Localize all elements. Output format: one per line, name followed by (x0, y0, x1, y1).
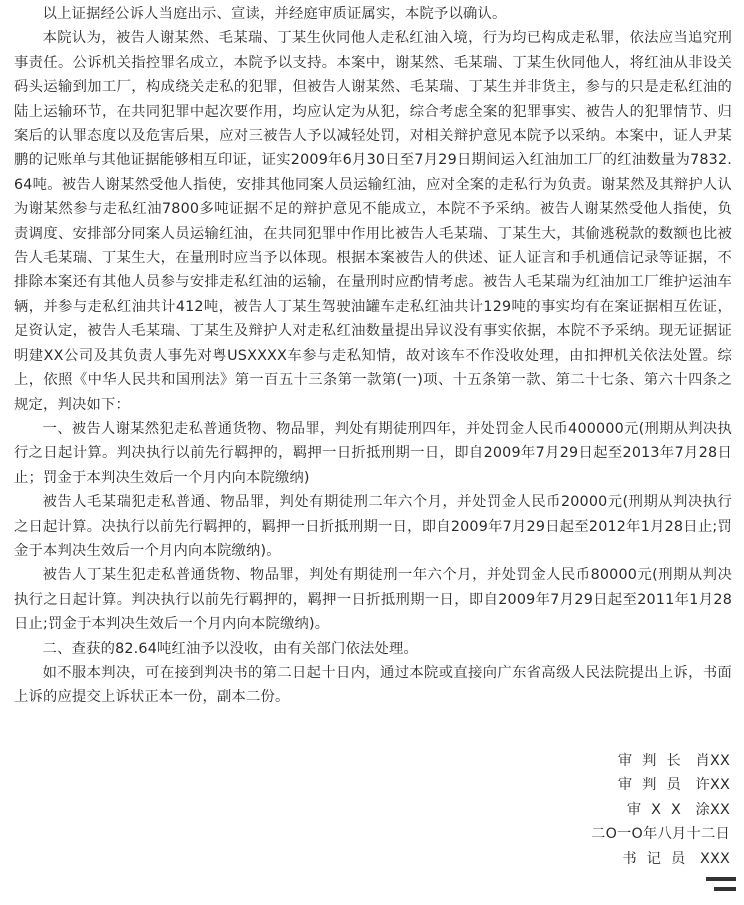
paragraph-verdict-xie: 一、被告人谢某然犯走私普通货物、物品罪，判处有期徒刑四年，并处罚金人民币400000元(刑期从判决执行之日起计算。判决执行以前先行羁押的，羁押一日折抵刑期一日，即自2009年7月29日起至2013年7月28日止；罚金于本判决生效后一个月内向本院缴纳) (14, 420, 732, 486)
judgment-date: 二Ο一Ο年八月十二日 (591, 826, 730, 843)
judge-name: 许XX (695, 777, 730, 794)
judge-role: 审判员 (617, 777, 691, 794)
signature-block (591, 749, 730, 871)
signature-third-member (591, 798, 730, 822)
judgment-document (14, 2, 732, 710)
paragraph-confiscation: 二、查获的82.64吨红油予以没收，由有关部门依法处理。 (42, 640, 418, 657)
paragraph-verdict-ding: 被告人丁某生犯走私普通货物、物品罪，判处有期徒刑一年六个月，并处罚金人民币80000元(刑期从判决执行之日起计算。判决执行以前先行羁押的，羁押一日折抵刑期一日，即自2009年7月29日起至2011年1月28日止;罚金于本判决生效后一个月内向本院缴纳)。 (14, 567, 732, 633)
paragraph-court-opinion: 本院认为，被告人谢某然、毛某瑞、丁某生伙同他人走私红油入境，行为均已构成走私罪，依法应当追究刑事责任。公诉机关指控罪名成立，本院予以支持。本案中，谢某然、毛某瑞、丁某生伙同他人，将红油从非设关码头运输到加工厂，构成绕关走私的犯罪，但被告人谢某然、毛某瑞、丁某生并非货主，参与的只是走私红油的陆上运输环节，在共同犯罪中起次要作用，均应认定为从犯，综合考虑全案的犯罪事实、被告人的犯罪情节、归案后的认罪态度以及危害后果，应对三被告人予以减轻处罚，对相关辩护意见本院予以采纳。本案中，证人尹某鹏的记账单与其他证据能够相互印证，证实2009年6月30日至7月29日期间运入红油加工厂的红油数量为7832.64吨。被告人谢某然受他人指使，安排其他同案人员运输红油，应对全案的走私行为负责。谢某然及其辩护人认为谢某然参与走私红油7800多吨证据不足的辩护意见不能成立，本院不予采纳。被告人谢某然受他人指使，负责调度、安排部分同案人员运输红油，在共同犯罪中作用比被告人毛某瑞、丁某生大，其偷逃税款的数额也比被告人毛某瑞、丁某生大，在量刑时应当予以体现。根据本案被告人的供述、证人证言和手机通信记录等证据，不排除本案还有其他人员参与安排走私红油的运输，在量刑时应酌情考虑。被告人毛某瑞为红油加工厂维护运油车辆，并参与走私红油共计412吨，被告人丁某生驾驶油罐车走私红油共计129吨的事实均有在案证据相互佐证，足资认定，被告人毛某瑞、丁某生及辩护人对走私红油数量提出异议没有事实依据，本院不予采纳。现无证据证明建XX公司及其负责人事先对粤USXXXX车参与走私知情，故对该车不作没收处理，由扣押机关依法处置。综上，依照《中华人民共和国刑法》第一百五十三条第一款第(一)项、十五条第一款、第二十七条、第六十四条之规定，判决如下： (14, 30, 732, 413)
third-member-name: 涂XX (695, 801, 730, 818)
paragraph-appeal-notice: 如不服本判决，可在接到判决书的第二日起十日内，通过本院或直接向广东省高级人民法院提出上诉，书面上诉的应提交上诉状正本一份，副本二份。 (14, 664, 732, 706)
paragraph-verdict-mao: 被告人毛某瑞犯走私普通、物品罪，判处有期徒刑二年六个月，并处罚金人民币20000元(刑期从判决执行之日起计算。决执行以前先行羁押的，羁押一日折抵刑期一日，即自2009年7月29日起至2012年1月28日止;罚金于本判决生效后一个月内向本院缴纳)。 (14, 494, 732, 559)
signature-clerk (591, 847, 730, 871)
clerk-role: 书记员 (622, 850, 696, 867)
paragraph-evidence-confirmation: 以上证据经公诉人当庭出示、宣读，并经庭审质证属实，本院予以确认。 (42, 6, 507, 22)
page-end-mark-icon (704, 873, 738, 899)
signature-judge (591, 773, 730, 797)
third-member-role: 审XX (626, 801, 691, 818)
presiding-judge-name: 肖XX (695, 753, 730, 769)
clerk-name: XXX (700, 850, 730, 867)
presiding-judge-role: 审判长 (617, 753, 691, 769)
signature-presiding-judge (591, 749, 730, 773)
